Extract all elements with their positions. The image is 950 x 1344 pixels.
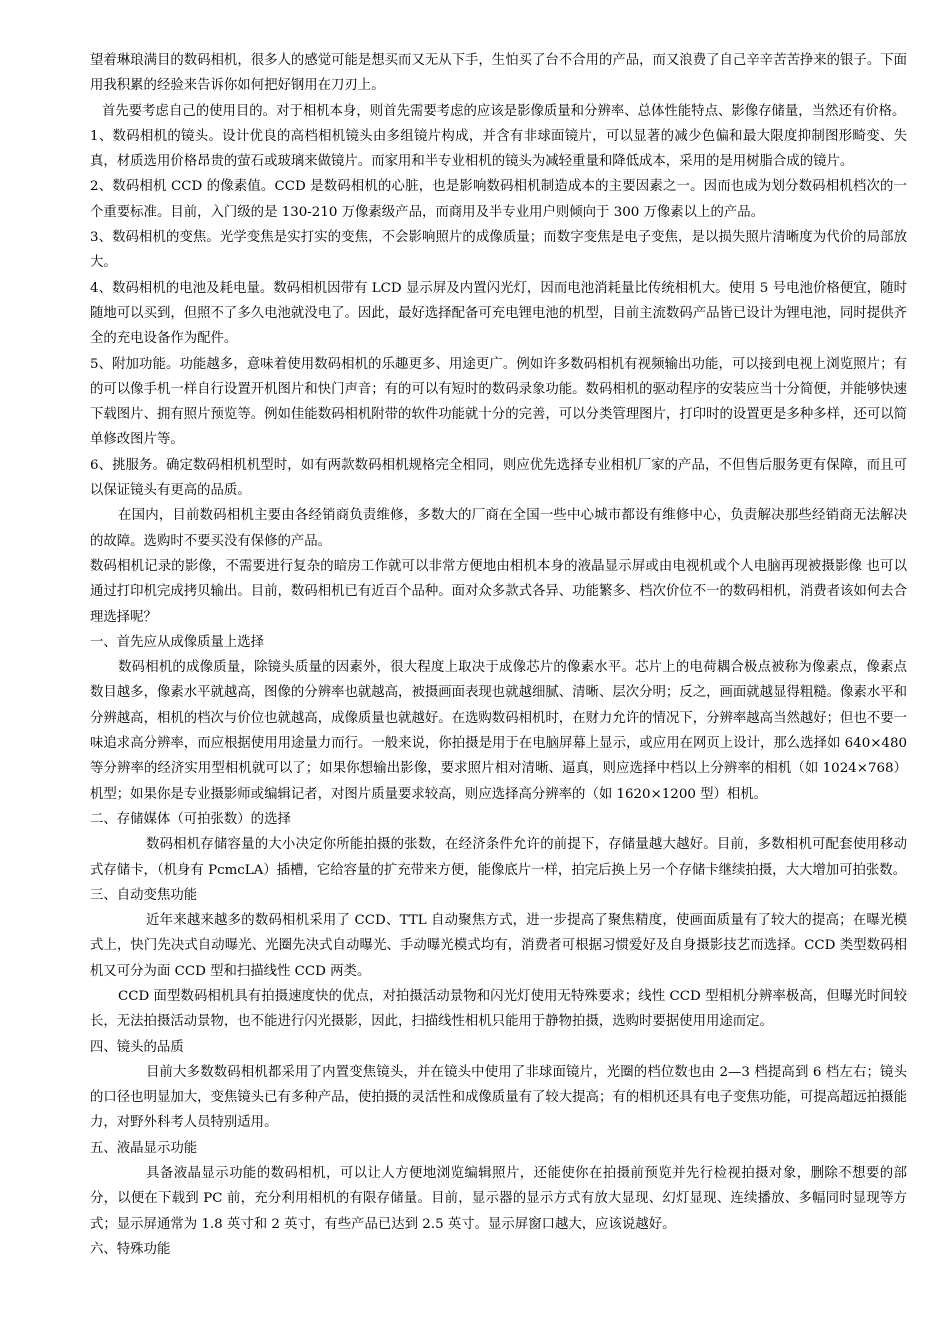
section-heading-storage: 二、存储媒体（可拍张数）的选择: [90, 811, 291, 827]
repair-paragraph: 在国内，目前数码相机主要由各经销商负责维修，多数大的厂商在全国一些中心城市都设有维修中心，负责解决那些经销商无法解决的故障。选购时不要买没有保修的产品。: [90, 508, 907, 549]
section-heading-special-features: 六、特殊功能: [90, 1241, 171, 1257]
extra-features-paragraph: 5、附加功能。功能越多，意味着使用数码相机的乐趣更多、用途更广。例如许多数码相机有视频输出功能，可以接到电视上浏览照片；有的可以像手机一样自行设置开机图片和快门声音；有的可以有短时的数码录象功能。数码相机的驱动程序的安装应当十分简便，并能够快速下载图片、拥有照片预览等。例如佳能数码相机附带的软件功能就十分的完善，可以分类管理图片，打印时的设置更是多种多样，还可以简单修改图片等。: [90, 356, 907, 448]
autofocus-paragraph: 近年来越来越多的数码相机采用了 CCD、TTL 自动聚焦方式，进一步提高了聚焦精度，使画面质量有了较大的提高；在曝光模式上，快门先决式自动曝光、光圈先决式自动曝光、手动曝光模式均有，消费者可根据习惯爱好及自身摄影技艺而选择。CCD 类型数码相机又可分为面 CCD 型和扫描线性 CCD 两类。: [90, 913, 907, 979]
lens-quality-paragraph: 目前大多数数码相机都采用了内置变焦镜头，并在镜头中使用了非球面镜片，光圈的档位数也由 2—3 档提高到 6 档左右；镜头的口径也明显加大，变焦镜头已有多种产品，使拍摄的灵活性和成像质量有了较大提高；有的相机还具有电子变焦功能，可提高超远拍摄能力，对野外科考人员特别适用。: [90, 1064, 907, 1131]
section-heading-lcd: 五、液晶显示功能: [90, 1140, 198, 1156]
lcd-paragraph: 具备液晶显示功能的数码相机，可以让人方便地浏览编辑照片，还能使你在拍摄前预览并先行检视拍摄对象，删除不想要的部分，以便在下载到 PC 前，充分利用相机的有限存储量。目前，显示器的显示方式有放大显现、幻灯显现、连续播放、多幅同时显现等方式；显示屏通常为 1.8 英寸和 2 英寸，有些产品已达到 2.5 英寸。显示屏窗口越大，应该说越好。: [90, 1166, 907, 1232]
section-heading-lens-quality: 四、镜头的品质: [90, 1039, 184, 1055]
section-heading-autofocus: 三、自动变焦功能: [90, 887, 198, 903]
usage-purpose-paragraph: 首先要考虑自己的使用目的。对于相机本身，则首先需要考虑的应该是影像质量和分辨率、总体性能特点、影像存储量，当然还有价格。: [102, 103, 906, 119]
zoom-paragraph: 3、数码相机的变焦。光学变焦是实打实的变焦，不会影响照片的成像质量；而数字变焦是电子变焦，是以损失照片清晰度为代价的局部放大。: [90, 230, 907, 271]
service-paragraph: 6、挑服务。确定数码相机机型时，如有两款数码相机规格完全相同，则应优先选择专业相机厂家的产品，不但售后服务更有保障，而且可以保证镜头有更高的品质。: [90, 457, 907, 499]
storage-paragraph: 数码相机存储容量的大小决定你所能拍摄的张数，在经济条件允许的前提下，存储量越大越好。目前，多数相机可配套使用移动式存储卡，（机身有 PcmcLA）插槽，它给容量的扩充带来方便，能像底片一样，拍完后换上另一个存储卡继续拍摄，大大增加可拍张数。: [90, 837, 907, 878]
document-body: [90, 48, 907, 1262]
ccd-type-paragraph: CCD 面型数码相机具有拍摄速度快的优点，对拍摄活动景物和闪光灯使用无特殊要求；线性 CCD 型相机分辨率极高，但曝光时间较长，无法拍摄活动景物，也不能进行闪光摄影，因此，扫描线性相机只能用于静物拍摄，选购时要据使用用途而定。: [90, 988, 907, 1030]
battery-paragraph: 4、数码相机的电池及耗电量。数码相机因带有 LCD 显示屏及内置闪光灯，因而电池消耗量比传统相机大。使用 5 号电池价格便宜，随时随地可以买到，但照不了多久电池就没电了。因此，最好选择配备可充电锂电池的机型，目前主流数码产品皆已设计为锂电池，同时提供齐全的充电设备作为配件。: [90, 280, 907, 347]
intro-paragraph: 望着琳琅满目的数码相机，很多人的感觉可能是想买而又无从下手，生怕买了台不合用的产品，而又浪费了自己辛辛苦苦挣来的银子。下面用我积累的经验来告诉你如何把好钢用在刀刃上。: [90, 53, 907, 94]
ccd-pixel-paragraph: 2、数码相机 CCD 的像素值。CCD 是数码相机的心脏，也是影响数码相机制造成本的主要因素之一。因而也成为划分数码相机档次的一个重要标准。目前，入门级的是 130-210 万像素级产品，而商用及半专业用户则倾向于 300 万像素以上的产品。: [90, 179, 907, 220]
lens-paragraph: 1、数码相机的镜头。设计优良的高档相机镜头由多组镜片构成，并含有非球面镜片，可以显著的减少色偏和最大限度抑制图形畸变、失真，材质选用价格昂贵的萤石或玻璃来做镜片。而家用和半专业相机的镜头为减轻重量和降低成本，采用的是用树脂合成的镜片。: [90, 128, 907, 170]
image-quality-paragraph: 数码相机的成像质量，除镜头质量的因素外，很大程度上取决于成像芯片的像素水平。芯片上的电荷耦合极点被称为像素点，像素点数目越多，像素水平就越高，图像的分辨率也就越高，被摄画面表现也就越细腻、清晰、层次分明；反之，画面就越显得粗糙。像素水平和分辨越高，相机的档次与价位也就越高，成像质量也就越好。在选购数码相机时，在财力允许的情况下，分辨率越高当然越好；但也不要一味追求高分辨率，而应根据使用用途量力而行。一般来说，你拍摄是用于在电脑屏幕上显示，或应用在网页上设计，那么选择如 640×480 等分辨率的经济实用型相机就可以了；如果你想输出影像，要求照片相对清晰、逼真，则应选择中档以上分辨率的相机（如 1024×768）机型；如果你是专业摄影师或编辑记者，对图片质量要求较高，则应选择高分辨率的（如 1620×1200 型）相机。: [90, 660, 907, 802]
section-heading-image-quality: 一、首先应从成像质量上选择: [90, 634, 265, 650]
overview-paragraph: 数码相机记录的影像，不需要进行复杂的暗房工作就可以非常方便地由相机本身的液晶显示屏或由电视机或个人电脑再现被摄影像 也可以通过打印机完成拷贝输出。目前，数码相机已有近百个品种。面对众多款式各异、功能繁多、档次价位不一的数码相机，消费者该如何去合理选择呢？: [90, 558, 907, 625]
